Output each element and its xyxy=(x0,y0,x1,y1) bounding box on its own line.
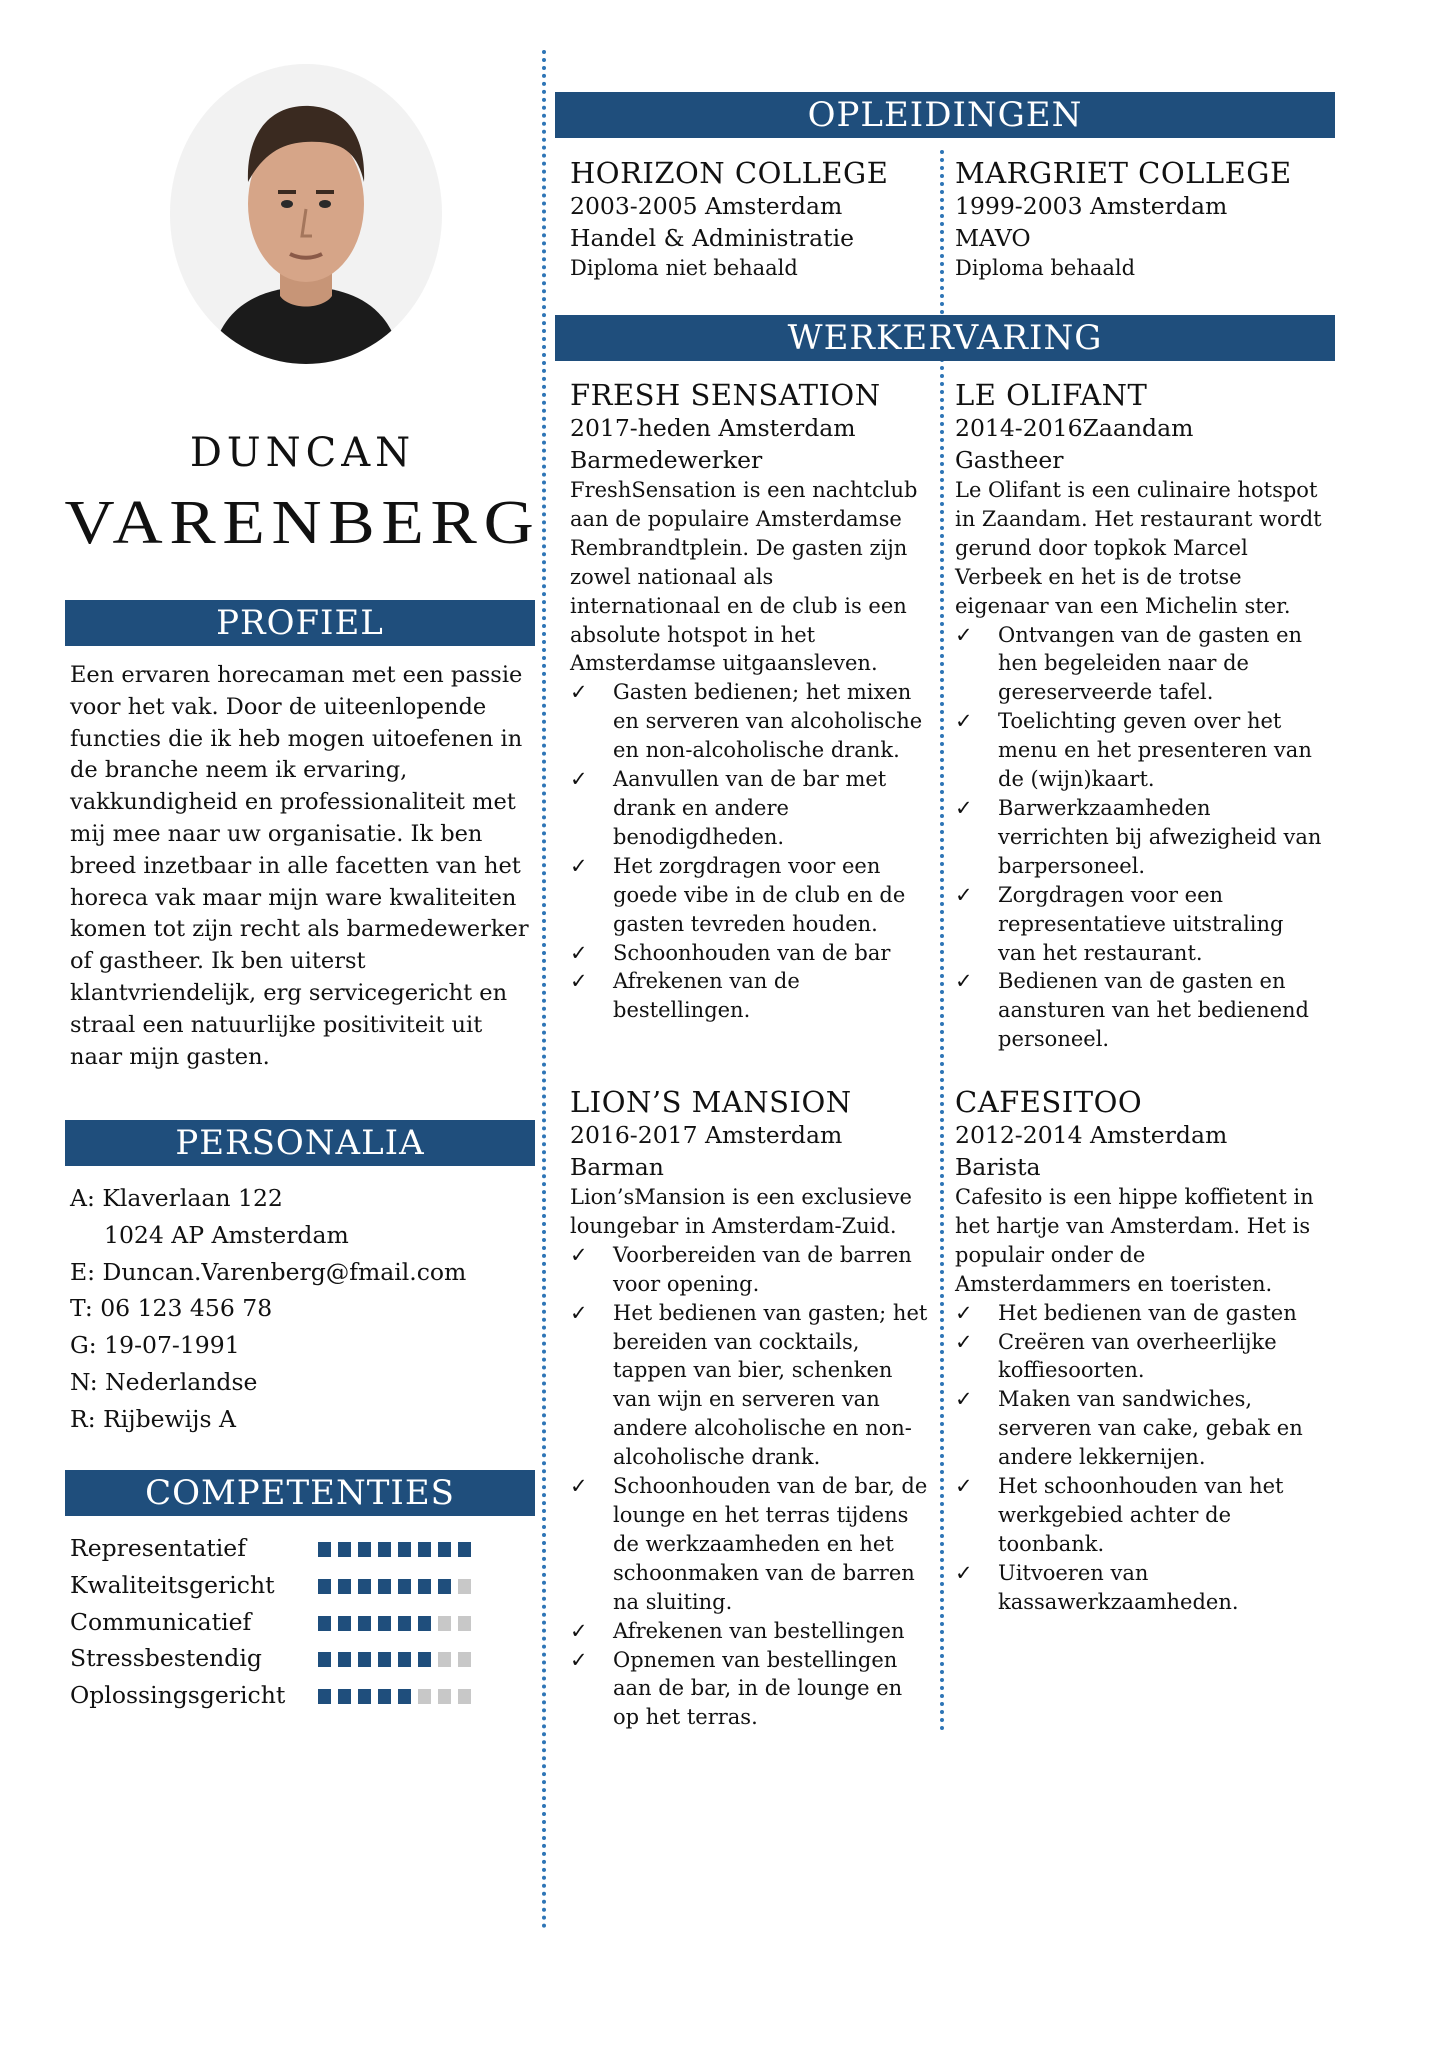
check-icon: ✓ xyxy=(570,1474,588,1499)
list-item: ✓ Het schoonhouden van het werkgebied achter de toonbank. xyxy=(955,1474,1284,1556)
job-company: FRESH SENSATION xyxy=(570,378,881,412)
last-name: VARENBERG xyxy=(64,489,541,557)
check-icon: ✓ xyxy=(570,1618,588,1643)
job-role: Gastheer xyxy=(955,446,1064,474)
section-header-profiel: PROFIEL xyxy=(65,600,535,646)
competentie-row xyxy=(70,1677,490,1713)
competentie-label: Communicatief xyxy=(70,1607,252,1636)
check-icon: ✓ xyxy=(955,1300,973,1325)
job-period: 2014-2016Zaandam xyxy=(955,414,1194,442)
level-square-empty xyxy=(458,1579,471,1594)
drivers-license: R: Rijbewijs A xyxy=(70,1404,236,1433)
section-header-werkervaring: WERKERVARING xyxy=(555,315,1335,361)
level-square-empty xyxy=(438,1689,451,1704)
list-item: ✓ Afrekenen van de bestellingen. xyxy=(570,969,800,1023)
list-item: ✓ Maken van sandwiches, serveren van cake, gebak en andere lekkernijen. xyxy=(955,1387,1303,1470)
list-item: ✓ Toelichting geven over het menu en het presenteren van de (wijn)kaart. xyxy=(955,709,1312,792)
job-description: FreshSensation is een nachtclub aan de populaire Amsterdamse Rembrandtplein. De gasten zijn zowel nationaal als internationaal en de club is een absolute hotspot in het Amsterdamse uitgaansleven. xyxy=(570,478,918,676)
opleiding-margriet xyxy=(955,156,1335,282)
job-fresh-sensation xyxy=(570,378,930,1025)
school-study: Handel & Administratie xyxy=(570,224,855,252)
job-tasks xyxy=(570,678,930,1025)
main-divider xyxy=(542,50,546,1930)
job-description: Lion’sMansion is een exclusieve loungebar in Amsterdam-Zuid. xyxy=(570,1185,912,1238)
level-square-filled xyxy=(338,1579,351,1594)
school-name: MARGRIET COLLEGE xyxy=(955,156,1292,190)
list-item: ✓ Bedienen van de gasten en aansturen van het bedienend personeel. xyxy=(955,969,1310,1052)
school-status: Diploma niet behaald xyxy=(570,256,798,280)
level-square-filled xyxy=(458,1542,471,1557)
job-period: 2016-2017 Amsterdam xyxy=(570,1121,843,1149)
job-period: 2012-2014 Amsterdam xyxy=(955,1121,1228,1149)
check-icon: ✓ xyxy=(955,1560,973,1585)
level-square-filled xyxy=(318,1652,331,1667)
list-item: ✓ Schoonhouden van de bar xyxy=(570,939,930,968)
profile-photo xyxy=(170,64,442,364)
competentie-row xyxy=(70,1530,490,1566)
job-company: LE OLIFANT xyxy=(955,378,1148,412)
school-status: Diploma behaald xyxy=(955,256,1136,280)
competentie-row xyxy=(70,1567,490,1603)
level-square-filled xyxy=(398,1689,411,1704)
check-icon: ✓ xyxy=(570,1300,588,1325)
level-square-filled xyxy=(318,1579,331,1594)
list-item: ✓ Het bedienen van de gasten xyxy=(955,1299,1325,1328)
job-description: Le Olifant is een culinaire hotspot in Zaandam. Het restaurant wordt gerund door topkok Marcel Verbeek en het is de trotse eigenaar van een Michelin ster. xyxy=(955,478,1322,618)
column-divider xyxy=(940,150,944,1732)
level-square-filled xyxy=(318,1616,331,1631)
list-item: ✓ Uitvoeren van kassawerkzaamheden. xyxy=(955,1560,1239,1614)
level-square-empty xyxy=(458,1689,471,1704)
level-square-filled xyxy=(318,1542,331,1557)
level-square-filled xyxy=(378,1616,391,1631)
job-role: Barista xyxy=(955,1153,1041,1181)
check-icon: ✓ xyxy=(570,1242,588,1267)
school-period: 1999-2003 Amsterdam xyxy=(955,192,1228,220)
level-square-filled xyxy=(398,1616,411,1631)
level-square-empty xyxy=(418,1689,431,1704)
competentie-label: Kwaliteitsgericht xyxy=(70,1570,275,1599)
competenties-list xyxy=(0,1530,540,1730)
level-square-filled xyxy=(418,1579,431,1594)
check-icon: ✓ xyxy=(955,795,973,820)
email: E: Duncan.Varenberg@fmail.com xyxy=(70,1257,467,1286)
list-item: ✓ Het zorgdragen voor een goede vibe in de club en de gasten tevreden houden. xyxy=(570,853,906,936)
level-square-filled xyxy=(438,1542,451,1557)
level-square-filled xyxy=(358,1689,371,1704)
check-icon: ✓ xyxy=(570,940,588,965)
level-square-filled xyxy=(318,1689,331,1704)
check-icon: ✓ xyxy=(955,969,973,994)
level-square-filled xyxy=(418,1542,431,1557)
list-item: ✓ Gasten bedienen; het mixen en serveren van alcoholische en non-alcoholische drank. xyxy=(570,680,923,763)
phone: T: 06 123 456 78 xyxy=(70,1294,273,1323)
level-square-empty xyxy=(438,1616,451,1631)
list-item: ✓ Creëren van overheerlijke koffiesoorten. xyxy=(955,1329,1277,1383)
level-square-filled xyxy=(438,1579,451,1594)
check-icon: ✓ xyxy=(955,1474,973,1499)
level-square-empty xyxy=(438,1652,451,1667)
address-line-2: 1024 AP Amsterdam xyxy=(104,1220,349,1249)
level-square-filled xyxy=(338,1616,351,1631)
level-square-filled xyxy=(378,1542,391,1557)
section-header-personalia: PERSONALIA xyxy=(65,1120,535,1166)
address-line-1: A: Klaverlaan 122 xyxy=(70,1184,283,1212)
birthdate: G: 19-07-1991 xyxy=(70,1331,240,1360)
check-icon: ✓ xyxy=(570,969,588,994)
level-square-filled xyxy=(398,1579,411,1594)
level-square-filled xyxy=(338,1652,351,1667)
level-square-filled xyxy=(358,1616,371,1631)
check-icon: ✓ xyxy=(955,1329,973,1354)
list-item: ✓ Aanvullen van de bar met drank en andere benodigdheden. xyxy=(570,767,887,849)
job-company: LION’S MANSION xyxy=(570,1085,852,1119)
list-item: ✓ Voorbereiden van de barren voor opening. xyxy=(570,1242,912,1296)
check-icon: ✓ xyxy=(955,882,973,907)
school-study: MAVO xyxy=(955,224,1031,252)
job-company: CAFESITOO xyxy=(955,1085,1143,1119)
level-square-filled xyxy=(418,1652,431,1667)
nationality: N: Nederlandse xyxy=(70,1367,258,1396)
job-period: 2017-heden Amsterdam xyxy=(570,414,856,442)
section-header-opleidingen: OPLEIDINGEN xyxy=(555,92,1335,138)
level-square-filled xyxy=(358,1652,371,1667)
job-role: Barmedewerker xyxy=(570,446,763,474)
job-tasks xyxy=(955,1299,1325,1617)
job-tasks xyxy=(955,621,1325,1055)
level-square-filled xyxy=(378,1579,391,1594)
competentie-label: Representatief xyxy=(70,1534,246,1562)
check-icon: ✓ xyxy=(955,622,973,647)
level-square-filled xyxy=(358,1542,371,1557)
school-name: HORIZON COLLEGE xyxy=(570,156,889,190)
check-icon: ✓ xyxy=(570,1647,588,1672)
section-header-competenties: COMPETENTIES xyxy=(65,1470,535,1516)
job-description: Cafesito is een hippe koffietent in het hartje van Amsterdam. Het is populair onder de Amsterdammers en toeristen. xyxy=(955,1185,1314,1296)
level-square-filled xyxy=(358,1579,371,1594)
competentie-label: Oplossingsgericht xyxy=(70,1681,286,1710)
list-item: ✓ Afrekenen van bestellingen xyxy=(570,1617,930,1646)
list-item: ✓ Het bedienen van gasten; het bereiden van cocktails, tappen van bier, schenken van wijn en serveren van andere alcoholische en non-alcoholische drank. xyxy=(570,1300,928,1470)
job-tasks xyxy=(570,1241,930,1732)
level-square-filled xyxy=(338,1542,351,1557)
check-icon: ✓ xyxy=(570,767,588,792)
level-square-filled xyxy=(378,1652,391,1667)
job-cafesitoo xyxy=(955,1085,1325,1617)
check-icon: ✓ xyxy=(955,709,973,734)
job-role: Barman xyxy=(570,1153,664,1181)
level-square-filled xyxy=(398,1542,411,1557)
level-square-filled xyxy=(338,1689,351,1704)
school-period: 2003-2005 Amsterdam xyxy=(570,192,843,220)
opleiding-horizon xyxy=(570,156,930,282)
competentie-label: Stressbestendig xyxy=(70,1644,262,1673)
first-name: DUNCAN xyxy=(189,430,416,476)
level-square-filled xyxy=(398,1652,411,1667)
level-square-filled xyxy=(418,1616,431,1631)
list-item: ✓ Zorgdragen voor een representatieve uitstraling van het restaurant. xyxy=(955,882,1284,965)
personalia-list xyxy=(70,1180,466,1438)
competentie-row xyxy=(70,1604,490,1640)
list-item: ✓ Barwerkzaamheden verrichten bij afwezigheid van barpersoneel. xyxy=(955,795,1322,878)
job-le-olifant xyxy=(955,378,1325,1054)
check-icon: ✓ xyxy=(955,1387,973,1412)
level-square-filled xyxy=(378,1689,391,1704)
competentie-row xyxy=(70,1640,490,1676)
list-item: ✓ Schoonhouden van de bar, de lounge en het terras tijdens de werkzaamheden en het schoonmaken van de barren na sluiting. xyxy=(570,1474,928,1614)
job-lions-mansion xyxy=(570,1085,930,1732)
level-square-empty xyxy=(458,1616,471,1631)
check-icon: ✓ xyxy=(570,680,588,705)
profiel-text: Een ervaren horecaman met een passie voor het vak. Door de uiteenlopende functies die ik heb mogen uitoefenen in de branche neem ik ervaring, vakkundigheid en professionaliteit met mij mee naar uw organisatie. Ik ben breed inzetbaar in alle facetten van het horeca vak maar mijn ware kwaliteiten komen tot zijn recht als barmedewerker of gastheer. Ik ben uiterst klantvriendelijk, erg servicegericht en straal een natuurlijke positiviteit uit naar mijn gasten. xyxy=(70,662,529,1070)
list-item: ✓ Ontvangen van de gasten en hen begeleiden naar de gereserveerde tafel. xyxy=(955,622,1303,705)
level-square-empty xyxy=(458,1652,471,1667)
check-icon: ✓ xyxy=(570,853,588,878)
list-item: ✓ Opnemen van bestellingen aan de bar, in de lounge en op het terras. xyxy=(570,1647,903,1730)
